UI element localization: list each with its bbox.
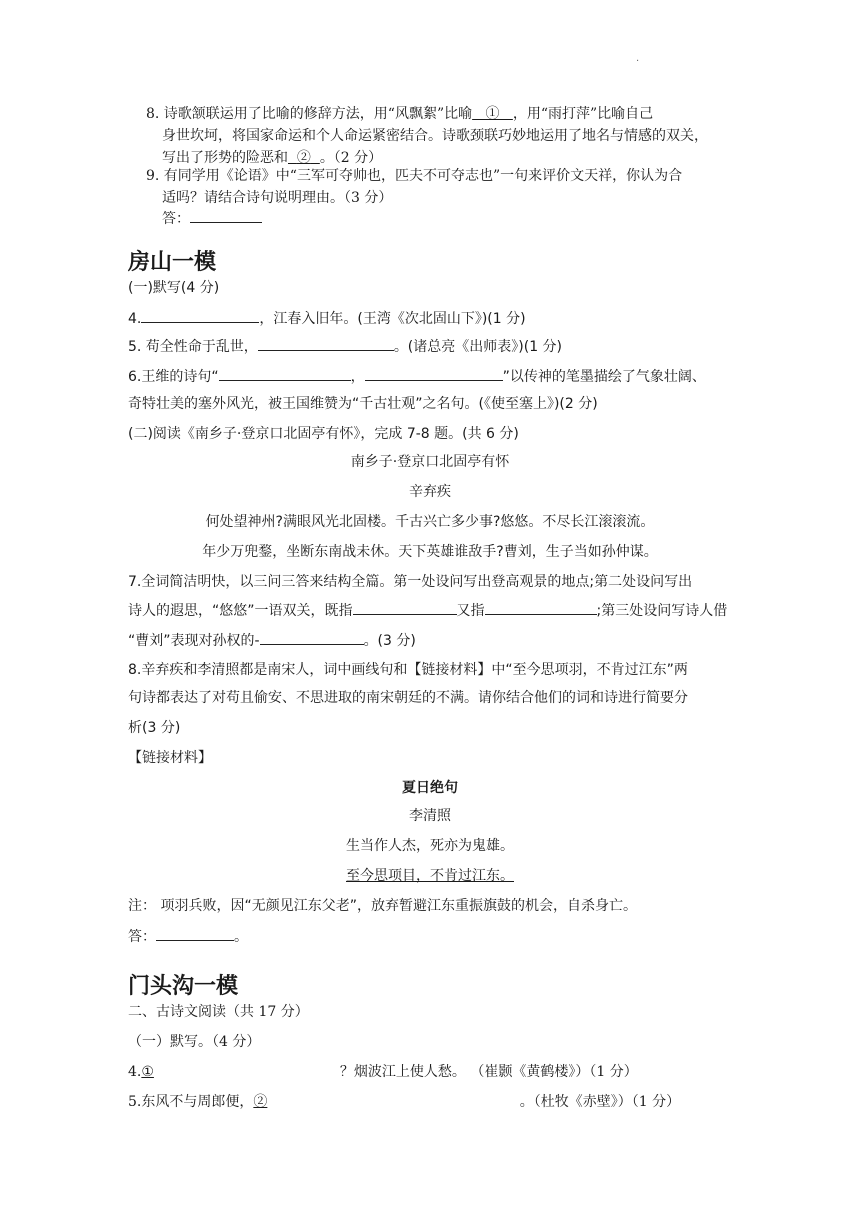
- mt-q4: 4.① ？烟波江上使人愁。 （崔颢《黄鹤楼》）（1 分）: [128, 1064, 638, 1080]
- section-heading-fangshan: 房山一模: [128, 250, 217, 275]
- fs-q8-line-2: 句诗都表达了对苟且偷安、不思进取的南宋朝廷的不满。请你结合他们的词和诗进行简要分: [128, 690, 688, 706]
- q8-text-a: 8. 诗歌颔联运用了比喻的修辞方法，用“风飘絮”比喻: [146, 106, 473, 122]
- q8-line-2: 身世坎坷，将国家命运和个人命运紧密结合。诗歌颈联巧妙地运用了地名与情感的双关，: [162, 128, 708, 144]
- fs-q7-blank-3: [260, 630, 364, 645]
- mt-q5-blank: ②: [253, 1094, 268, 1110]
- fs-part1: (一)默写(4 分): [128, 280, 220, 296]
- fs-q6-line-2: 奇特壮美的塞外风光，被王国维赞为“千古壮观”之名句。(《使至塞上》)(2 分): [128, 396, 598, 412]
- q8-line-3: [162, 148, 382, 168]
- fs-q5-blank: [258, 336, 394, 351]
- poem-title: 南乡子·登京口北固亭有怀: [350, 454, 510, 470]
- q8-blank-2: ②: [296, 150, 311, 166]
- q9-answer: 答：: [162, 208, 262, 229]
- mt-part1: （一）默写。（4 分）: [128, 1034, 261, 1050]
- mt-part2: 二、古诗文阅读（共 17 分）: [128, 1004, 309, 1020]
- fs-q7-blank-2: [485, 600, 597, 615]
- link-poem-line-2: 至今思项目，不肯过江东。: [346, 868, 514, 884]
- link-poem-line-1: 生当作人杰，死亦为鬼雄。: [346, 838, 514, 854]
- answer-blank: [190, 208, 262, 223]
- fs-q7-line-2: 诗人的遐思，“悠悠”一语双关，既指 又指 ;第三处设问写诗人借: [128, 600, 727, 621]
- q8-text-b: ，用“雨打萍”比喻自己: [512, 106, 654, 122]
- fs-q8-line-3: 析(3 分): [128, 720, 181, 736]
- fs-q4-blank: [141, 308, 259, 323]
- q8-line-1: [146, 104, 653, 124]
- mt-q4-blank: ①: [141, 1064, 154, 1080]
- link-poem-title: 夏日绝句: [402, 780, 458, 796]
- fs-q5: 5. 苟全性命于乱世， 。(诸总亮《出师表》)(1 分): [128, 336, 562, 357]
- note: 注： 项羽兵败，因“无颜见江东父老”，放弃暂避江东重振旗鼓的机会，自杀身亡。: [128, 898, 637, 914]
- fs-q7-blank-1: [353, 600, 457, 615]
- corner-mark: ·: [636, 56, 640, 67]
- q8-blank-1: ①: [485, 106, 500, 122]
- mt-q5: 5.东风不与周郎便，② 。（杜牧《赤壁》）（1 分）: [128, 1094, 681, 1110]
- fs-q4: 4. ，江春入旧年。(王湾《次北固山下》)(1 分): [128, 308, 526, 329]
- q9-line-1: 9. 有同学用《论语》中“三军可夺帅也，匹夫不可夺志也”一句来评价文天祥，你认为合: [146, 168, 683, 184]
- poem-line-2: 年少万兜鍪，坐断东南战未休。天下英雄谁敌手?曹刘，生子当如孙仲谋。: [202, 544, 658, 560]
- q8-text-c: 写出了形势的险恶和: [162, 150, 288, 166]
- fs-q6-blank-2: [365, 366, 503, 381]
- q9-line-2: 适吗？请结合诗句说明理由。（3 分）: [162, 190, 393, 206]
- fs-answer: 答： 。: [128, 926, 248, 947]
- fs-q8-line-1: 8.辛弃疾和李清照都是南宋人，词中画线句和【链接材料】中“至今思项羽，不肯过江东”两: [128, 662, 688, 678]
- q8-text-d: 。（2 分）: [319, 150, 383, 166]
- section-heading-mentougou: 门头沟一模: [128, 974, 239, 999]
- fs-q6-line-1: 6.王维的诗句“ ， ”以传神的笔墨描绘了气象壮阔、: [128, 366, 706, 387]
- fs-answer-blank: [156, 926, 234, 941]
- link-poem-author: 李清照: [409, 808, 451, 824]
- fs-part2: (二)阅读《南乡子·登京口北固亭有怀》，完成 7-8 题。(共 6 分): [128, 426, 519, 442]
- poem-line-1: 何处望神州?满眼风光北固楼。千古兴亡多少事?悠悠。不尽长江滚滚流。: [205, 514, 655, 530]
- fs-q6-blank-1: [219, 366, 351, 381]
- link-label: 【链接材料】: [128, 750, 212, 766]
- fs-q7-line-1: 7.全词简洁明快，以三问三答来结构全篇。第一处设问写出登高观景的地点;第二处设问写出: [128, 574, 693, 590]
- fs-q7-line-3: “曹刘”表现对孙权的- 。(3 分): [128, 630, 416, 651]
- poem-author: 辛弃疾: [409, 484, 451, 500]
